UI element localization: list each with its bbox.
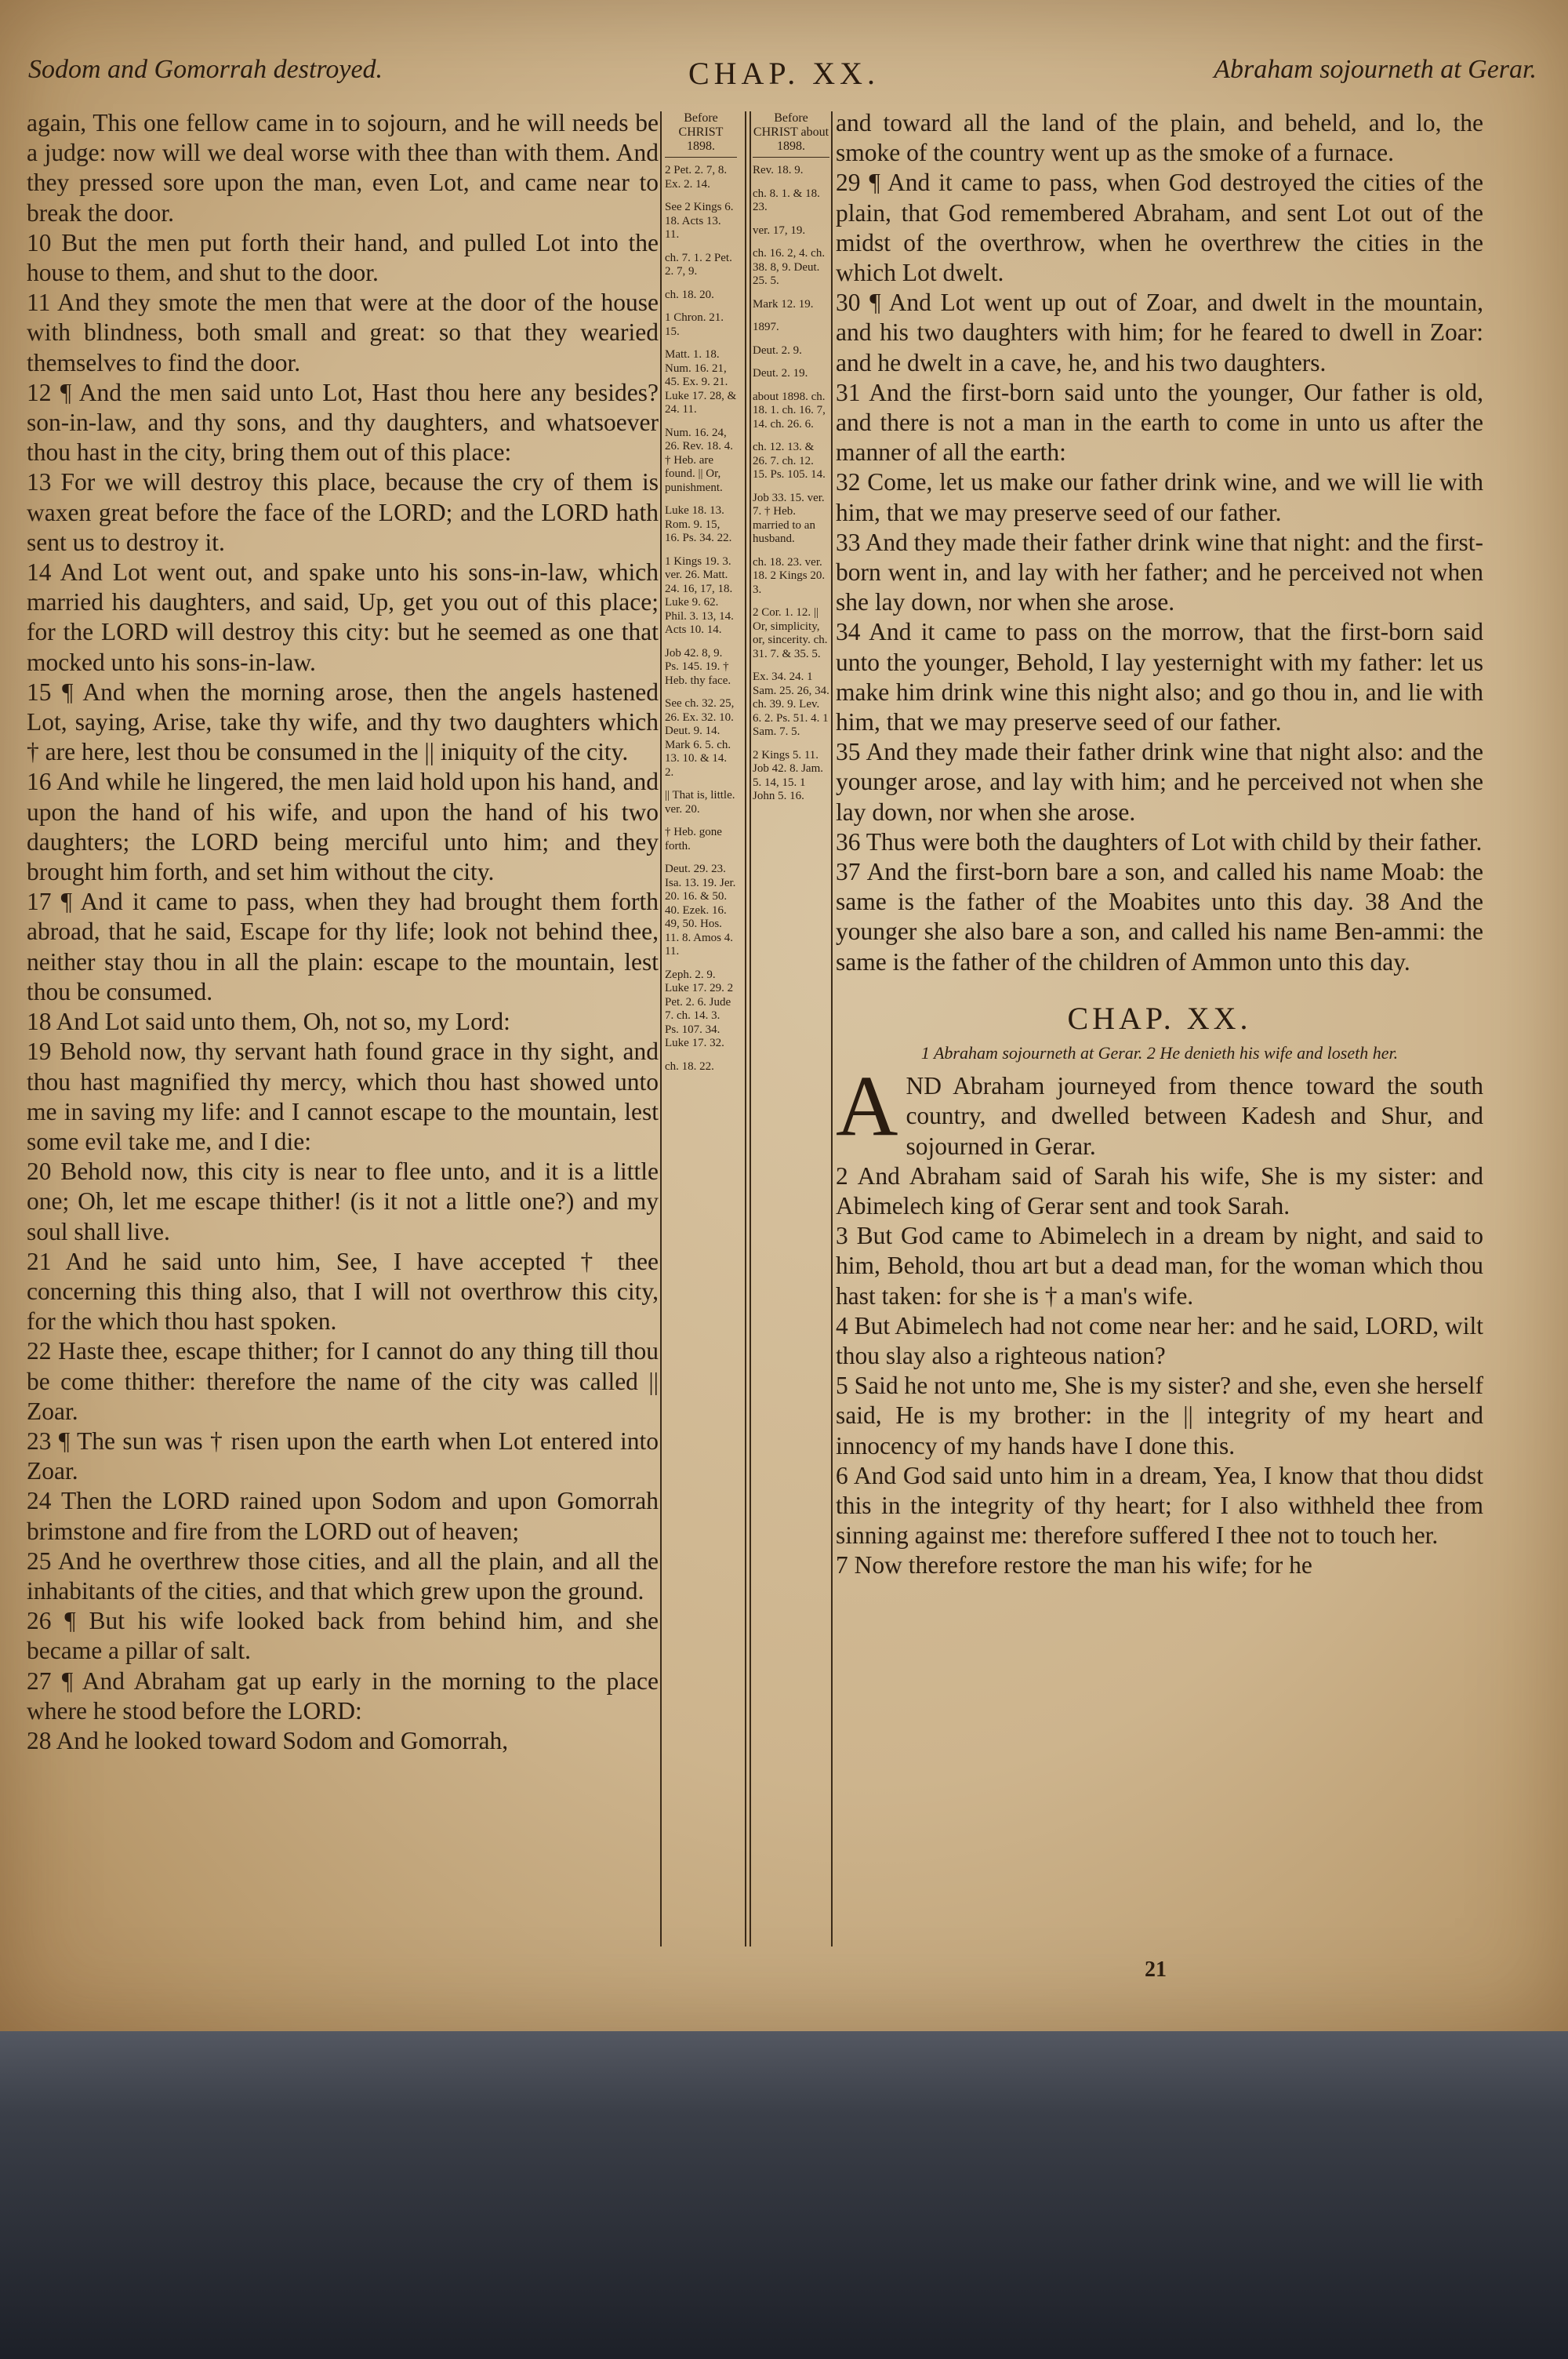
verse: 33 And they made their father drink wine that night: and the first-born went in, and lay with her father; and he perceived not when she lay down, nor when she arose. (836, 528, 1483, 616)
verse: 13 For we will destroy this place, because the cry of them is waxen great before the face of the LORD; and the LORD hath sent us to destroy it. (27, 468, 659, 556)
margin-note: ch. 8. 1. & 18. 23. (753, 187, 820, 213)
verse: 18 And Lot said unto them, Oh, not so, my Lord: (27, 1008, 510, 1036)
verse: 3 But God came to Abimelech in a dream by night, and said to him, Behold, thou art but a dead man, for the woman which thou hast taken: for she is † a man's wife. (836, 1222, 1483, 1310)
margin-date-heading: Before CHRIST about 1898. (753, 111, 829, 158)
verse: 21 And he said unto him, See, I have accepted † thee concerning this thing also, that I will not overthrow this city, for the which thou hast spoken. (27, 1247, 659, 1336)
margin-note: Ex. 34. 24. 1 Sam. 25. 26, 34. ch. 39. 9. Lev. 6. 2. Ps. 51. 4. 1 Sam. 7. 5. (753, 671, 829, 738)
column-rule (745, 111, 746, 1946)
chapter-summary: 1 Abraham sojourneth at Gerar. 2 He denieth his wife and loseth her. (920, 1043, 1399, 1063)
verse: 28 And he looked toward Sodom and Gomorrah, (27, 1726, 509, 1754)
verse: 37 And the first-born bare a son, and called his name Moab: the same is the father of the Moabites unto this day. 38 And the younger she also bare a son, and called his name Ben-ammi: the same is the father of the children of Ammon unto this day. (836, 858, 1483, 976)
left-text-column (27, 108, 659, 1756)
running-head-right: Abraham sojourneth at Gerar. (1214, 55, 1537, 84)
drop-cap: A (836, 1058, 898, 1154)
margin-note: ch. 16. 2, 4. ch. 38. 8, 9. Deut. 25. 5. (753, 247, 826, 287)
margin-note: Luke 18. 13. Rom. 9. 15, 16. Ps. 34. 22. (665, 504, 732, 544)
margin-note: 1 Kings 19. 3. ver. 26. Matt. 24. 16, 17, 18. Luke 9. 62. Phil. 3. 13, 14. Acts 10. 14. (665, 554, 734, 636)
verse: 24 Then the LORD rained upon Sodom and upon Gomorrah brimstone and fire from the LORD out of heaven; (27, 1487, 659, 1545)
margin-note: † Heb. gone forth. (665, 826, 722, 852)
verse: 10 But the men put forth their hand, and pulled Lot into the house to them, and shut to the door. (27, 228, 659, 287)
verse: 17 ¶ And it came to pass, when they had brought them forth abroad, that he said, Escape for thy life; look not behind thee, neither stay thou in all the plain: escape to the mountain, lest thou be consumed. (27, 888, 659, 1005)
margin-note: Deut. 2. 9. (753, 343, 802, 357)
verse: 29 ¶ And it came to pass, when God destroyed the cities of the plain, that God remembered Abraham, and sent Lot out of the midst of the overthrow, when he overthrew the cities in the which Lot dwelt. (836, 169, 1483, 287)
verse: 27 ¶ And Abraham gat up early in the morning to the place where he stood before the LORD: (27, 1667, 659, 1725)
verse: 6 And God said unto him in a dream, Yea, I know that thou didst this in the integrity of thy heart; for I also withheld thee from sinning against me: therefore suffered I thee not to touch her. (836, 1461, 1483, 1550)
right-text-column (836, 108, 1483, 1581)
margin-note: Rev. 18. 9. (753, 164, 804, 176)
margin-note: Mark 12. 19. (753, 297, 814, 311)
column-rule (831, 111, 833, 1946)
margin-note: Zeph. 2. 9. Luke 17. 29. 2 Pet. 2. 6. Jude 7. ch. 14. 3. Ps. 107. 34. Luke 17. 32. (665, 968, 734, 1049)
verse: 2 And Abraham said of Sarah his wife, She is my sister: and Abimelech king of Gerar sent and took Sarah. (836, 1161, 1483, 1219)
verse: 20 Behold now, this city is near to flee unto, and it is a little one; Oh, let me escape thither! (is it not a little one?) and my soul shall live. (27, 1158, 659, 1245)
margin-note: ch. 7. 1. 2 Pet. 2. 7, 9. (665, 251, 732, 278)
margin-note: 2 Kings 5. 11. Job 42. 8. Jam. 5. 14, 15. 1 John 5. 16. (753, 748, 823, 802)
margin-note: Job 33. 15. ver. 7. † Heb. married to an husband. (753, 491, 825, 545)
verse: 11 And they smote the men that were at the door of the house with blindness, both small and great: so that they wearied themselves to find the door. (27, 289, 659, 376)
verse: 36 Thus were both the daughters of Lot with child by their father. (836, 827, 1483, 856)
verse (836, 1058, 1483, 1161)
verse: 25 And he overthrew those cities, and all the plain, and all the inhabitants of the cities, and that which grew upon the ground. (27, 1547, 659, 1605)
margin-note: See 2 Kings 6. 18. Acts 13. 11. (665, 201, 734, 241)
verse-text: ND Abraham journeyed from thence toward the south country, and dwelled between Kadesh and Shur, and sojourned in Gerar. (906, 1072, 1483, 1160)
margin-note: ver. 17, 19. (753, 224, 806, 237)
chapter-heading: CHAP. XX. (1067, 1000, 1252, 1036)
running-head-left: Sodom and Gomorrah destroyed. (28, 55, 383, 84)
margin-note: 2 Cor. 1. 12. || Or, simplicity, or, sincerity. ch. 31. 7. & 35. 5. (753, 606, 828, 660)
verse: 5 Said he not unto me, She is my sister? and she, even she herself said, He is my brother: in the || integrity of my heart and innocency of my hands have I done this. (836, 1372, 1483, 1459)
verse: 23 ¶ The sun was † risen upon the earth when Lot entered into Zoar. (27, 1427, 659, 1485)
verse: 34 And it came to pass on the morrow, that the first-born said unto the younger, Behold, I lay yesternight with my father: let us make him drink wine this night also; and go thou in, and lie with him, that we may preserve seed of our father. (836, 618, 1483, 736)
verse: 14 And Lot went out, and spake unto his sons-in-law, which married his daughters, and said, Up, get you out of this place; for the LORD will destroy this city: but he seemed as one that mocked unto his sons-in-law. (27, 558, 659, 676)
running-head-center: CHAP. XX. (688, 56, 880, 91)
verse: 30 ¶ And Lot went up out of Zoar, and dwelt in the mountain, and his two daughters with him; for he feared to dwell in Zoar: and he dwelt in a cave, he, and his two daughters. (836, 289, 1483, 376)
margin-note: Deut. 2. 19. (753, 367, 808, 380)
page-number: 21 (1145, 1957, 1167, 1982)
margin-note: Job 42. 8, 9. Ps. 145. 19. † Heb. thy face. (665, 646, 731, 687)
margin-references-left (665, 111, 737, 1083)
margin-date-heading: Before CHRIST 1898. (665, 111, 737, 158)
margin-note: 1897. (753, 321, 779, 333)
verse: 31 And the first-born said unto the younger, Our father is old, and there is not a man in the earth to come in unto us after the manner of all the earth: (836, 378, 1483, 467)
verse: and toward all the land of the plain, and beheld, and lo, the smoke of the country went up as the smoke of a furnace. (836, 109, 1483, 167)
verse: 4 But Abimelech had not come near her: and he said, LORD, wilt thou slay also a righteous nation? (836, 1311, 1483, 1369)
verse: 22 Haste thee, escape thither; for I cannot do any thing till thou be come thither: therefore the name of the city was called || Zoar. (27, 1337, 659, 1425)
backdrop (0, 2008, 1568, 2359)
verse: again, This one fellow came in to sojourn, and he will needs be a judge: now will we deal worse with thee than with them. And they pressed sore upon the man, even Lot, and came near to break the door. (27, 109, 659, 227)
margin-note: Num. 16. 24, 26. Rev. 18. 4. † Heb. are found. || Or, punishment. (665, 426, 733, 494)
verse: 15 ¶ And when the morning arose, then the angels hastened Lot, saying, Arise, take thy wife, and thy two daughters which † are here, lest thou be consumed in the || iniquity of the city. (27, 678, 659, 766)
verse: 26 ¶ But his wife looked back from behind him, and she became a pillar of salt. (27, 1607, 659, 1665)
column-rule (660, 111, 662, 1946)
margin-note: ch. 18. 23. ver. 18. 2 Kings 20. 3. (753, 555, 826, 596)
verse: 32 Come, let us make our father drink wine, and we will lie with him, that we may preserve seed of our father. (836, 468, 1483, 526)
margin-note: See ch. 32. 25, 26. Ex. 32. 10. Deut. 9. 14. Mark 6. 5. ch. 13. 10. & 14. 2. (665, 697, 735, 779)
verse: 7 Now therefore restore the man his wife; for he (836, 1551, 1312, 1579)
verse: 19 Behold now, thy servant hath found grace in thy sight, and thou hast magnified thy mercy, which thou hast showed unto me in saving my life: and I cannot escape to the mountain, lest some evil take me, and I die: (27, 1038, 659, 1155)
column-rule (750, 111, 751, 1946)
margin-note: 1 Chron. 21. 15. (665, 311, 724, 338)
margin-note: ch. 18. 22. (665, 1060, 714, 1073)
margin-references-right (753, 111, 829, 813)
margin-note: 2 Pet. 2. 7, 8. Ex. 2. 14. (665, 164, 728, 191)
margin-note: Matt. 1. 18. Num. 16. 21, 45. Ex. 9. 21. Luke 17. 28, & 24. 11. (665, 348, 737, 416)
margin-note: || That is, little. ver. 20. (665, 789, 735, 816)
margin-note: ch. 12. 13. & 26. 7. ch. 12. 15. Ps. 105. 14. (753, 441, 826, 481)
margin-note: ch. 18. 20. (665, 288, 714, 301)
verse: 16 And while he lingered, the men laid hold upon his hand, and upon the hand of his wife, and upon the hand of his two daughters; the LORD being merciful unto him; and they brought him forth, and set him without the city. (27, 768, 659, 886)
margin-note: about 1898. ch. 18. 1. ch. 16. 7, 14. ch. 26. 6. (753, 390, 826, 431)
verse: 35 And they made their father drink wine that night also: and the younger arose, and lay with him; and he perceived not when she lay down, nor when she arose. (836, 738, 1483, 826)
margin-note: Deut. 29. 23. Isa. 13. 19. Jer. 20. 16. & 50. 40. Ezek. 16. 49, 50. Hos. 11. 8. Amos 4. 11. (665, 863, 736, 958)
verse: 12 ¶ And the men said unto Lot, Hast thou here any besides? son-in-law, and thy sons, and thy daughters, and whatsoever thou hast in the city, bring them out of this place: (27, 378, 659, 467)
